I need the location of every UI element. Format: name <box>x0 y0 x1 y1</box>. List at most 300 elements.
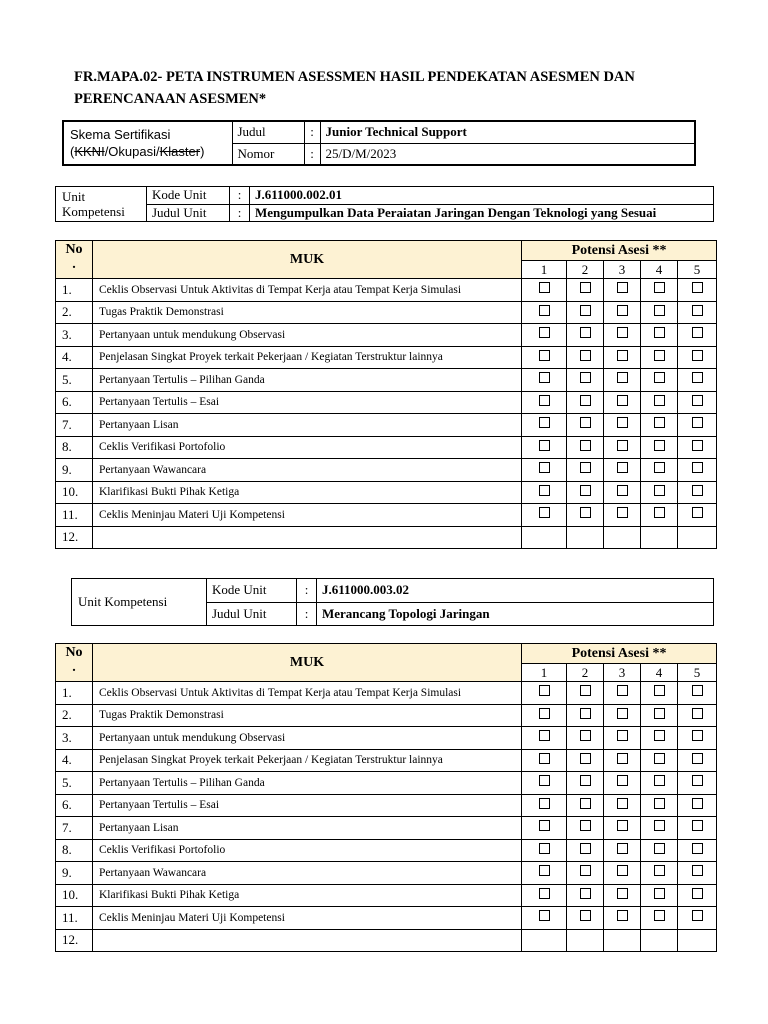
potensi-3-checkbox[interactable] <box>617 305 628 316</box>
potensi-cell <box>678 279 717 302</box>
potensi-cell <box>604 794 641 817</box>
potensi-cell <box>567 749 604 772</box>
potensi-cell <box>522 436 567 459</box>
muk-instrument: Pertanyaan Wawancara <box>93 459 522 482</box>
potensi-cell <box>567 682 604 705</box>
muk-instrument: Ceklis Observasi Untuk Aktivitas di Tempat Kerja atau Tempat Kerja Simulasi <box>93 682 522 705</box>
potensi-4-checkbox[interactable] <box>654 305 665 316</box>
potensi-2-checkbox[interactable] <box>580 417 591 428</box>
table-row <box>56 324 717 347</box>
row-number: 2. <box>56 301 93 324</box>
potensi-3-checkbox[interactable] <box>617 730 628 741</box>
potensi-2-checkbox[interactable] <box>580 753 591 764</box>
potensi-cell <box>678 436 717 459</box>
potensi-cell <box>522 414 567 437</box>
table-row <box>56 907 717 930</box>
potensi-cell <box>678 704 717 727</box>
potensi-4-checkbox[interactable] <box>654 753 665 764</box>
potensi-1-checkbox[interactable] <box>539 372 550 383</box>
potensi-1-checkbox[interactable] <box>539 888 550 899</box>
table-row <box>56 862 717 885</box>
potensi-5-checkbox[interactable] <box>692 282 703 293</box>
potensi-5-checkbox[interactable] <box>692 462 703 473</box>
table-row <box>56 929 717 952</box>
potensi-3-checkbox[interactable] <box>617 395 628 406</box>
potensi-cell <box>567 436 604 459</box>
header-col-3: 3 <box>604 261 641 279</box>
potensi-5-checkbox[interactable] <box>692 730 703 741</box>
skema-label-line1: Skema Sertifikasi <box>70 127 171 142</box>
muk-instrument: Ceklis Verifikasi Portofolio <box>93 839 522 862</box>
unit-kompetensi-table-2 <box>71 578 714 626</box>
potensi-cell <box>641 704 678 727</box>
judul-unit-value: Mengumpulkan Data Peraiatan Jaringan Dengan Teknologi yang Sesuai <box>250 204 714 222</box>
potensi-5-checkbox[interactable] <box>692 775 703 786</box>
potensi-cell <box>522 772 567 795</box>
potensi-3-checkbox[interactable] <box>617 327 628 338</box>
potensi-cell <box>604 749 641 772</box>
potensi-cell <box>678 301 717 324</box>
muk-instrument: Ceklis Observasi Untuk Aktivitas di Tempat Kerja atau Tempat Kerja Simulasi <box>93 279 522 302</box>
unit-label: Unit Kompetensi <box>56 187 147 222</box>
potensi-cell <box>522 907 567 930</box>
header-potensi-asesi: Potensi Asesi ** <box>522 644 717 664</box>
skema-table <box>62 120 696 166</box>
potensi-1-checkbox[interactable] <box>539 395 550 406</box>
potensi-cell <box>641 481 678 504</box>
potensi-cell <box>641 817 678 840</box>
potensi-cell <box>678 862 717 885</box>
table-row <box>56 459 717 482</box>
potensi-2-checkbox[interactable] <box>580 730 591 741</box>
table-row <box>56 682 717 705</box>
row-number: 11. <box>56 907 93 930</box>
potensi-3-checkbox[interactable] <box>617 910 628 921</box>
potensi-1-checkbox[interactable] <box>539 820 550 831</box>
row-number: 1. <box>56 279 93 302</box>
potensi-3-checkbox[interactable] <box>617 775 628 786</box>
potensi-1-checkbox[interactable] <box>539 305 550 316</box>
potensi-cell <box>641 436 678 459</box>
potensi-3-checkbox[interactable] <box>617 462 628 473</box>
potensi-cell <box>522 749 567 772</box>
title-line-2: PERENCANAAN ASESMEN* <box>74 91 267 107</box>
potensi-cell <box>522 839 567 862</box>
muk-instrument: Pertanyaan Tertulis – Esai <box>93 391 522 414</box>
potensi-4-checkbox[interactable] <box>654 708 665 719</box>
potensi-cell <box>641 907 678 930</box>
empty-cell <box>604 526 641 549</box>
potensi-3-checkbox[interactable] <box>617 372 628 383</box>
potensi-2-checkbox[interactable] <box>580 820 591 831</box>
row-number: 12. <box>56 929 93 952</box>
table-row <box>56 481 717 504</box>
potensi-cell <box>604 884 641 907</box>
potensi-3-checkbox[interactable] <box>617 865 628 876</box>
potensi-2-checkbox[interactable] <box>580 843 591 854</box>
header-col-3: 3 <box>604 664 641 682</box>
muk-instrument: Ceklis Verifikasi Portofolio <box>93 436 522 459</box>
kode-unit-label: Kode Unit <box>147 187 230 205</box>
potensi-1-checkbox[interactable] <box>539 798 550 809</box>
potensi-1-checkbox[interactable] <box>539 462 550 473</box>
muk-instrument: Pertanyaan Tertulis – Pilihan Ganda <box>93 369 522 392</box>
potensi-5-checkbox[interactable] <box>692 843 703 854</box>
potensi-cell <box>604 391 641 414</box>
muk-instrument: Tugas Praktik Demonstrasi <box>93 301 522 324</box>
potensi-cell <box>641 862 678 885</box>
potensi-4-checkbox[interactable] <box>654 820 665 831</box>
potensi-4-checkbox[interactable] <box>654 462 665 473</box>
potensi-cell <box>678 346 717 369</box>
table-row <box>56 346 717 369</box>
row-number: 4. <box>56 346 93 369</box>
potensi-2-checkbox[interactable] <box>580 865 591 876</box>
potensi-4-checkbox[interactable] <box>654 507 665 518</box>
judul-label: Judul <box>232 121 304 143</box>
potensi-2-checkbox[interactable] <box>580 462 591 473</box>
unit-label: Unit Kompetensi <box>72 579 207 626</box>
potensi-1-checkbox[interactable] <box>539 507 550 518</box>
row-number: 3. <box>56 324 93 347</box>
potensi-2-checkbox[interactable] <box>580 395 591 406</box>
header-col-2: 2 <box>567 261 604 279</box>
colon: : <box>297 579 317 603</box>
muk-instrument: Penjelasan Singkat Proyek terkait Pekerjaan / Kegiatan Terstruktur lainnya <box>93 749 522 772</box>
potensi-5-checkbox[interactable] <box>692 820 703 831</box>
potensi-1-checkbox[interactable] <box>539 485 550 496</box>
potensi-cell <box>678 839 717 862</box>
potensi-4-checkbox[interactable] <box>654 282 665 293</box>
potensi-cell <box>641 682 678 705</box>
row-number: 3. <box>56 727 93 750</box>
potensi-2-checkbox[interactable] <box>580 372 591 383</box>
table-row <box>56 414 717 437</box>
potensi-cell <box>567 481 604 504</box>
potensi-cell <box>567 772 604 795</box>
table-row <box>56 301 717 324</box>
row-number: 8. <box>56 839 93 862</box>
table-row <box>56 391 717 414</box>
potensi-cell <box>604 436 641 459</box>
header-no: No . <box>56 241 93 279</box>
potensi-cell <box>522 459 567 482</box>
empty-cell <box>522 526 567 549</box>
potensi-1-checkbox[interactable] <box>539 865 550 876</box>
empty-cell <box>641 929 678 952</box>
row-number: 10. <box>56 481 93 504</box>
potensi-cell <box>522 884 567 907</box>
potensi-cell <box>604 862 641 885</box>
muk-instrument: Pertanyaan Tertulis – Esai <box>93 794 522 817</box>
potensi-4-checkbox[interactable] <box>654 685 665 696</box>
potensi-cell <box>522 369 567 392</box>
potensi-cell <box>567 839 604 862</box>
potensi-2-checkbox[interactable] <box>580 305 591 316</box>
potensi-cell <box>678 794 717 817</box>
document-title <box>74 66 714 110</box>
potensi-cell <box>522 391 567 414</box>
empty-cell <box>567 929 604 952</box>
row-number: 5. <box>56 772 93 795</box>
potensi-3-checkbox[interactable] <box>617 417 628 428</box>
potensi-4-checkbox[interactable] <box>654 440 665 451</box>
potensi-5-checkbox[interactable] <box>692 708 703 719</box>
potensi-1-checkbox[interactable] <box>539 327 550 338</box>
unit-kompetensi-table-1 <box>55 186 714 222</box>
muk-instrument: Ceklis Meninjau Materi Uji Kompetensi <box>93 504 522 527</box>
potensi-5-checkbox[interactable] <box>692 865 703 876</box>
potensi-4-checkbox[interactable] <box>654 327 665 338</box>
potensi-1-checkbox[interactable] <box>539 417 550 428</box>
potensi-cell <box>678 504 717 527</box>
potensi-1-checkbox[interactable] <box>539 708 550 719</box>
table-row <box>56 727 717 750</box>
potensi-5-checkbox[interactable] <box>692 440 703 451</box>
potensi-2-checkbox[interactable] <box>580 440 591 451</box>
potensi-2-checkbox[interactable] <box>580 798 591 809</box>
potensi-5-checkbox[interactable] <box>692 910 703 921</box>
potensi-cell <box>522 301 567 324</box>
header-col-5: 5 <box>678 261 717 279</box>
potensi-4-checkbox[interactable] <box>654 865 665 876</box>
potensi-cell <box>641 839 678 862</box>
potensi-4-checkbox[interactable] <box>654 775 665 786</box>
potensi-3-checkbox[interactable] <box>617 798 628 809</box>
skema-label-line2: (KKNI/Okupasi/Klaster) <box>70 144 205 159</box>
title-line-1: FR.MAPA.02- PETA INSTRUMEN ASESSMEN HASIL PENDEKATAN ASESMEN DAN <box>74 69 635 85</box>
potensi-2-checkbox[interactable] <box>580 775 591 786</box>
row-number: 7. <box>56 817 93 840</box>
potensi-1-checkbox[interactable] <box>539 685 550 696</box>
header-potensi-asesi: Potensi Asesi ** <box>522 241 717 261</box>
colon: : <box>304 143 320 165</box>
potensi-cell <box>604 817 641 840</box>
header-muk: MUK <box>93 644 522 682</box>
potensi-5-checkbox[interactable] <box>692 305 703 316</box>
potensi-cell <box>522 504 567 527</box>
table-row <box>56 772 717 795</box>
potensi-5-checkbox[interactable] <box>692 798 703 809</box>
kkni-strikethrough: KKNI <box>74 144 105 159</box>
judul-unit-label: Judul Unit <box>147 204 230 222</box>
potensi-cell <box>678 772 717 795</box>
colon: : <box>297 602 317 626</box>
judul-unit-value: Merancang Topologi Jaringan <box>317 602 714 626</box>
muk-instrument: Tugas Praktik Demonstrasi <box>93 704 522 727</box>
potensi-cell <box>522 862 567 885</box>
potensi-cell <box>641 279 678 302</box>
potensi-cell <box>522 704 567 727</box>
empty-cell <box>604 929 641 952</box>
row-number: 6. <box>56 794 93 817</box>
potensi-cell <box>678 414 717 437</box>
potensi-1-checkbox[interactable] <box>539 440 550 451</box>
potensi-cell <box>604 324 641 347</box>
potensi-4-checkbox[interactable] <box>654 372 665 383</box>
potensi-3-checkbox[interactable] <box>617 282 628 293</box>
potensi-1-checkbox[interactable] <box>539 843 550 854</box>
empty-cell <box>678 929 717 952</box>
potensi-5-checkbox[interactable] <box>692 507 703 518</box>
skema-label <box>63 121 232 165</box>
potensi-cell <box>604 481 641 504</box>
muk-instrument: Pertanyaan Lisan <box>93 817 522 840</box>
potensi-cell <box>604 279 641 302</box>
potensi-4-checkbox[interactable] <box>654 730 665 741</box>
potensi-cell <box>678 391 717 414</box>
header-muk: MUK <box>93 241 522 279</box>
potensi-2-checkbox[interactable] <box>580 507 591 518</box>
potensi-cell <box>522 324 567 347</box>
potensi-3-checkbox[interactable] <box>617 440 628 451</box>
potensi-cell <box>567 704 604 727</box>
potensi-cell <box>641 414 678 437</box>
potensi-cell <box>678 369 717 392</box>
potensi-3-checkbox[interactable] <box>617 507 628 518</box>
potensi-3-checkbox[interactable] <box>617 708 628 719</box>
potensi-5-checkbox[interactable] <box>692 753 703 764</box>
potensi-5-checkbox[interactable] <box>692 395 703 406</box>
potensi-cell <box>678 481 717 504</box>
potensi-cell <box>604 907 641 930</box>
potensi-cell <box>567 279 604 302</box>
muk-instrument: Klarifikasi Bukti Pihak Ketiga <box>93 481 522 504</box>
potensi-3-checkbox[interactable] <box>617 888 628 899</box>
table-row <box>56 504 717 527</box>
potensi-cell <box>604 839 641 862</box>
potensi-4-checkbox[interactable] <box>654 485 665 496</box>
table-row <box>56 839 717 862</box>
potensi-cell <box>641 772 678 795</box>
potensi-cell <box>604 682 641 705</box>
potensi-4-checkbox[interactable] <box>654 395 665 406</box>
potensi-cell <box>678 727 717 750</box>
muk-table-1 <box>55 240 717 549</box>
potensi-cell <box>604 459 641 482</box>
potensi-cell <box>678 682 717 705</box>
potensi-3-checkbox[interactable] <box>617 685 628 696</box>
potensi-cell <box>604 346 641 369</box>
potensi-1-checkbox[interactable] <box>539 730 550 741</box>
nomor-label: Nomor <box>232 143 304 165</box>
potensi-cell <box>567 459 604 482</box>
judul-value: Junior Technical Support <box>320 121 695 143</box>
header-no: No . <box>56 644 93 682</box>
row-number: 10. <box>56 884 93 907</box>
header-col-1: 1 <box>522 664 567 682</box>
potensi-2-checkbox[interactable] <box>580 350 591 361</box>
potensi-cell <box>522 346 567 369</box>
header-col-2: 2 <box>567 664 604 682</box>
potensi-cell <box>604 301 641 324</box>
muk-table-2 <box>55 643 717 952</box>
muk-instrument <box>93 929 522 952</box>
potensi-cell <box>678 907 717 930</box>
potensi-cell <box>678 324 717 347</box>
potensi-cell <box>522 682 567 705</box>
potensi-5-checkbox[interactable] <box>692 327 703 338</box>
potensi-3-checkbox[interactable] <box>617 820 628 831</box>
potensi-3-checkbox[interactable] <box>617 843 628 854</box>
potensi-5-checkbox[interactable] <box>692 372 703 383</box>
potensi-cell <box>641 391 678 414</box>
potensi-cell <box>567 817 604 840</box>
potensi-4-checkbox[interactable] <box>654 888 665 899</box>
potensi-4-checkbox[interactable] <box>654 798 665 809</box>
potensi-cell <box>567 907 604 930</box>
potensi-1-checkbox[interactable] <box>539 910 550 921</box>
potensi-cell <box>522 481 567 504</box>
row-number: 2. <box>56 704 93 727</box>
empty-cell <box>641 526 678 549</box>
kode-unit-value: J.611000.002.01 <box>250 187 714 205</box>
potensi-cell <box>678 817 717 840</box>
potensi-5-checkbox[interactable] <box>692 485 703 496</box>
potensi-cell <box>678 884 717 907</box>
row-number: 11. <box>56 504 93 527</box>
table-row <box>56 794 717 817</box>
row-number: 8. <box>56 436 93 459</box>
potensi-3-checkbox[interactable] <box>617 350 628 361</box>
nomor-value: 25/D/M/2023 <box>320 143 695 165</box>
row-number: 9. <box>56 862 93 885</box>
muk-instrument: Pertanyaan Lisan <box>93 414 522 437</box>
potensi-5-checkbox[interactable] <box>692 685 703 696</box>
row-number: 6. <box>56 391 93 414</box>
potensi-5-checkbox[interactable] <box>692 350 703 361</box>
potensi-cell <box>567 346 604 369</box>
potensi-2-checkbox[interactable] <box>580 685 591 696</box>
table-row <box>56 369 717 392</box>
potensi-2-checkbox[interactable] <box>580 485 591 496</box>
potensi-cell <box>567 794 604 817</box>
potensi-2-checkbox[interactable] <box>580 888 591 899</box>
potensi-5-checkbox[interactable] <box>692 417 703 428</box>
potensi-4-checkbox[interactable] <box>654 350 665 361</box>
potensi-5-checkbox[interactable] <box>692 888 703 899</box>
potensi-4-checkbox[interactable] <box>654 843 665 854</box>
potensi-4-checkbox[interactable] <box>654 910 665 921</box>
potensi-cell <box>604 704 641 727</box>
muk-instrument: Pertanyaan untuk mendukung Observasi <box>93 727 522 750</box>
potensi-cell <box>567 301 604 324</box>
header-col-4: 4 <box>641 664 678 682</box>
potensi-4-checkbox[interactable] <box>654 417 665 428</box>
potensi-2-checkbox[interactable] <box>580 708 591 719</box>
potensi-cell <box>604 414 641 437</box>
potensi-1-checkbox[interactable] <box>539 753 550 764</box>
muk-instrument: Ceklis Meninjau Materi Uji Kompetensi <box>93 907 522 930</box>
potensi-cell <box>604 727 641 750</box>
potensi-1-checkbox[interactable] <box>539 282 550 293</box>
potensi-2-checkbox[interactable] <box>580 327 591 338</box>
potensi-3-checkbox[interactable] <box>617 753 628 764</box>
potensi-1-checkbox[interactable] <box>539 775 550 786</box>
potensi-cell <box>641 884 678 907</box>
potensi-2-checkbox[interactable] <box>580 910 591 921</box>
potensi-2-checkbox[interactable] <box>580 282 591 293</box>
table-row <box>56 749 717 772</box>
kode-unit-value: J.611000.003.02 <box>317 579 714 603</box>
potensi-1-checkbox[interactable] <box>539 350 550 361</box>
row-number: 4. <box>56 749 93 772</box>
muk-instrument: Penjelasan Singkat Proyek terkait Pekerjaan / Kegiatan Terstruktur lainnya <box>93 346 522 369</box>
potensi-cell <box>641 346 678 369</box>
potensi-3-checkbox[interactable] <box>617 485 628 496</box>
potensi-cell <box>641 794 678 817</box>
potensi-cell <box>604 369 641 392</box>
